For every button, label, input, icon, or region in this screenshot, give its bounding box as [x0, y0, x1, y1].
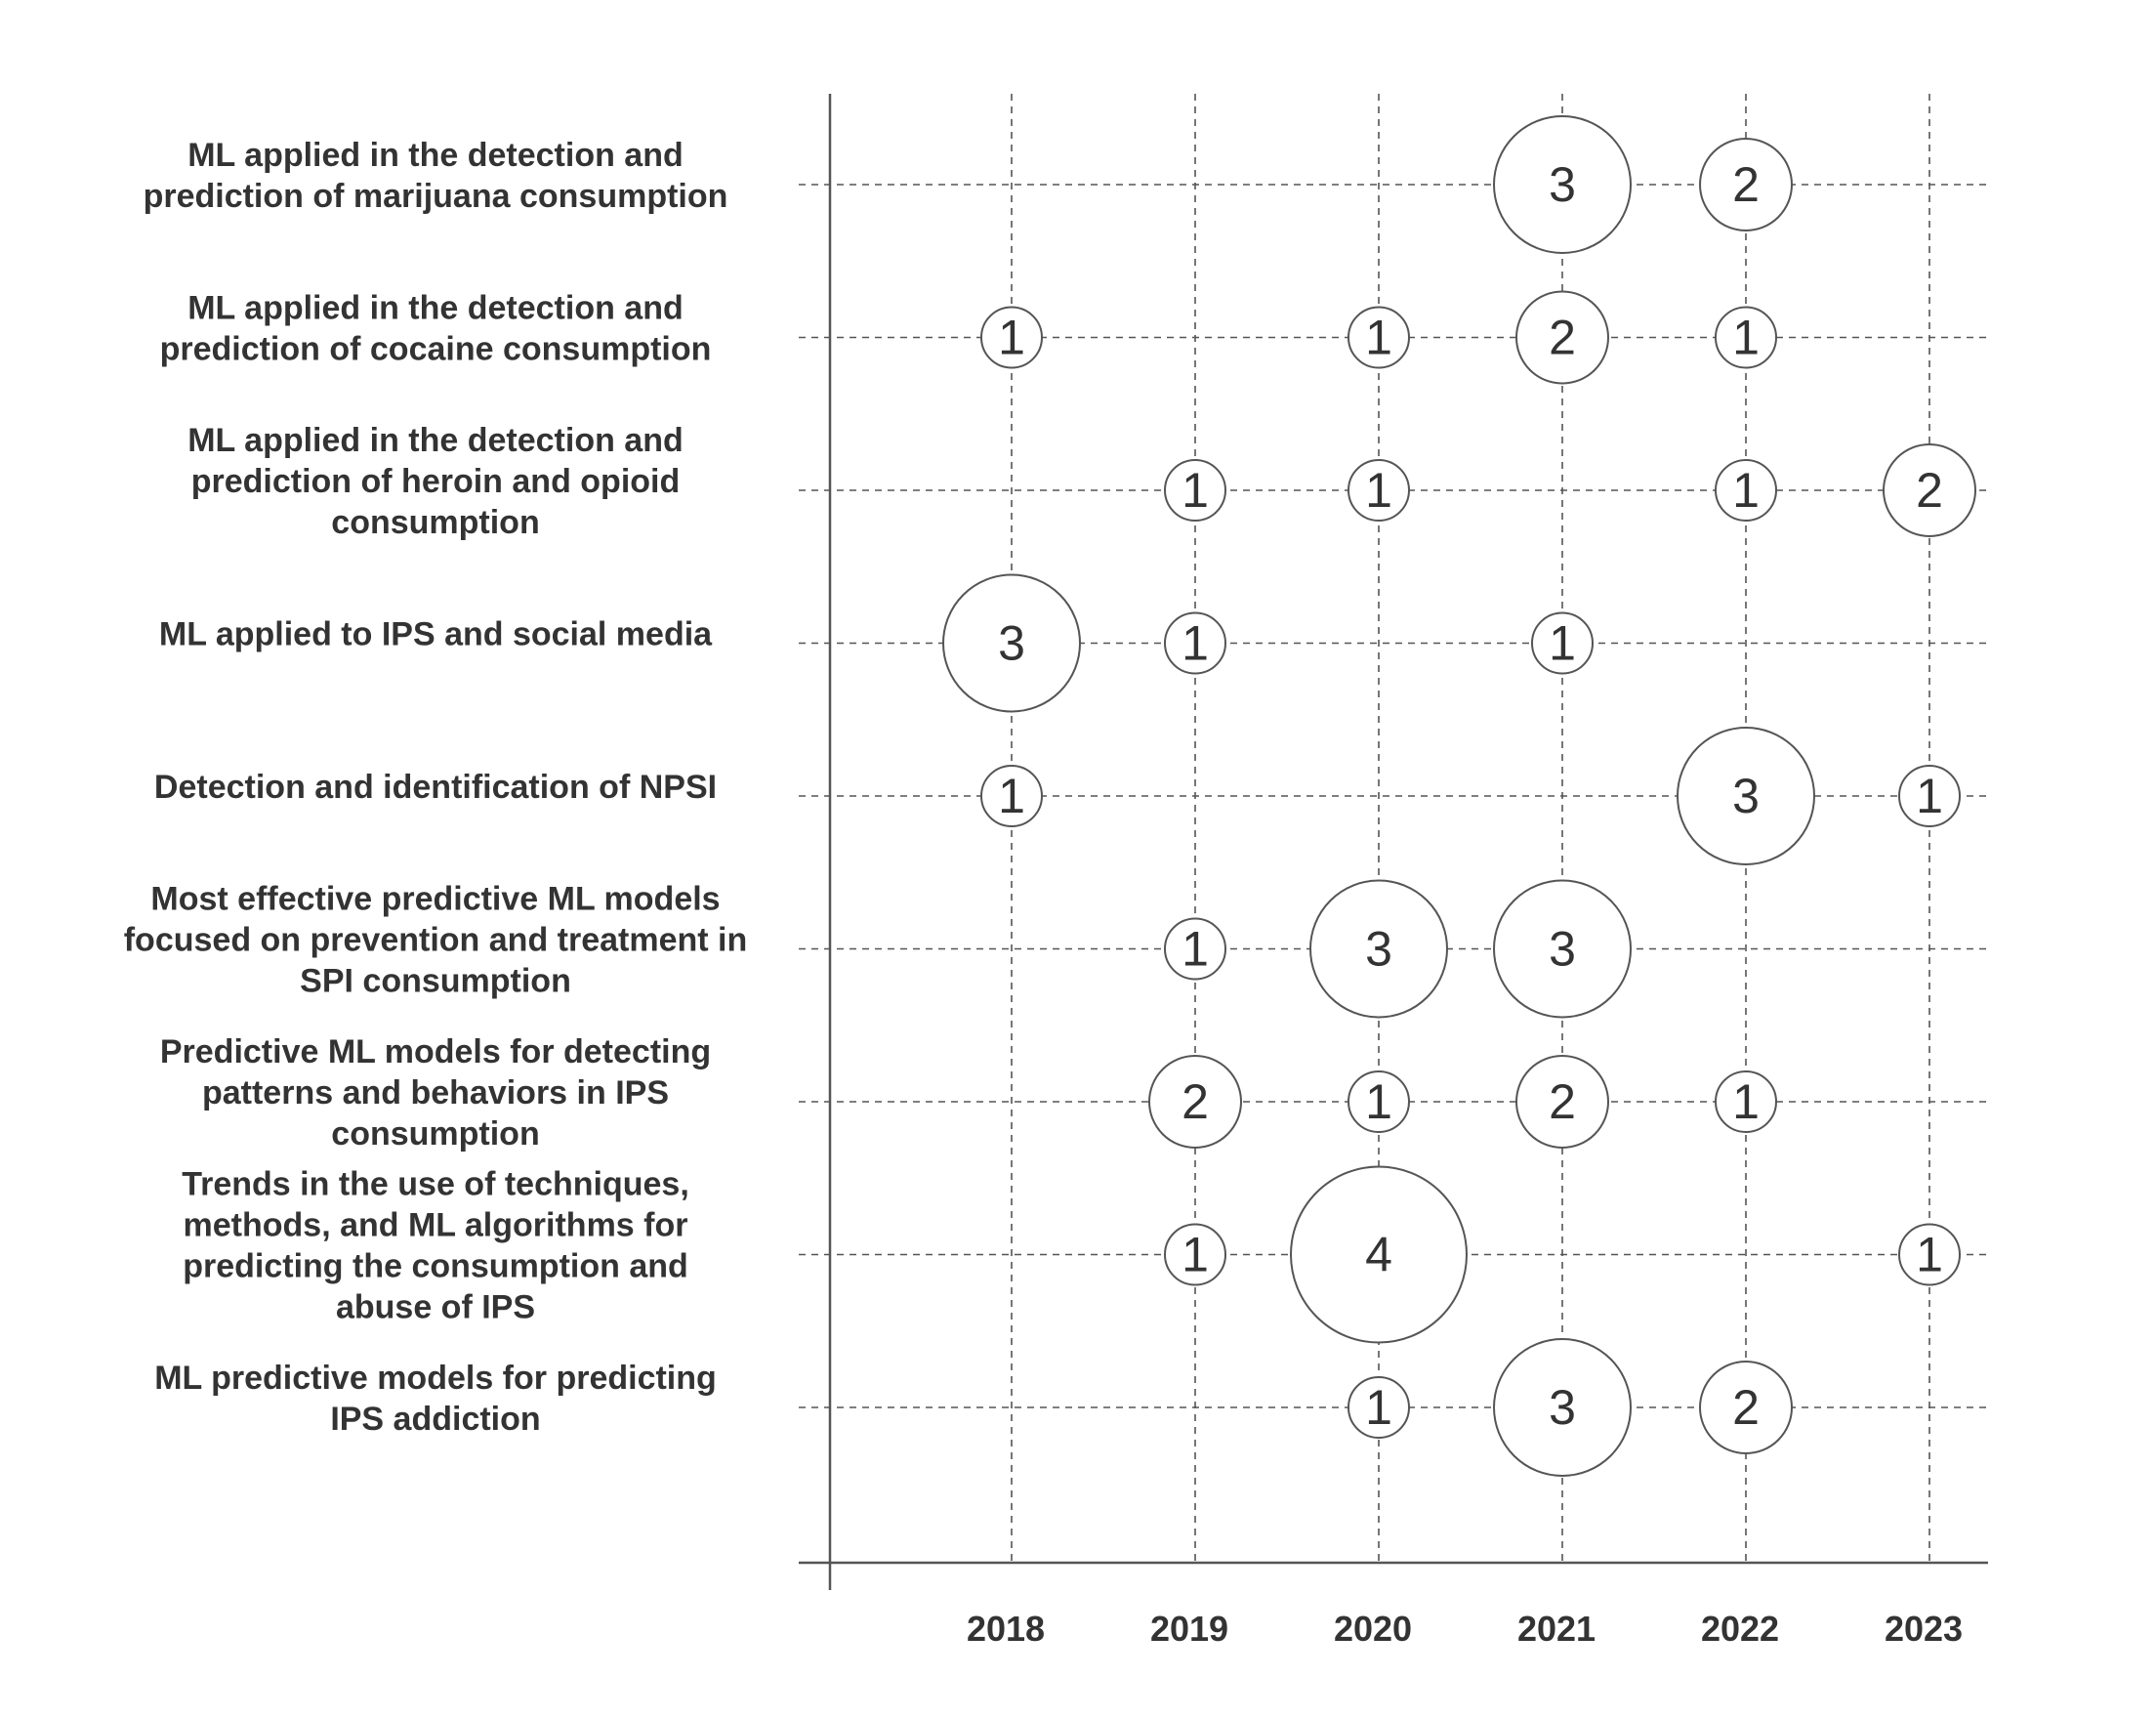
data-label: 3	[998, 615, 1025, 671]
category-label	[160, 290, 712, 368]
category-label-line: IPS addiction	[330, 1401, 541, 1438]
data-label: 3	[1549, 921, 1576, 977]
data-label: 3	[1732, 769, 1760, 823]
data-label: 2	[1732, 1380, 1760, 1435]
data-label: 1	[998, 310, 1025, 365]
category-label-line: ML applied in the detection and	[187, 289, 684, 327]
category-label-line: prediction of heroin and opioid	[190, 463, 681, 500]
x-tick-label: 2018	[966, 1609, 1046, 1649]
data-label: 1	[1549, 615, 1576, 671]
data-label: 3	[1549, 1380, 1576, 1435]
category-label	[182, 1166, 689, 1326]
category-label-line: patterns and behaviors in IPS	[201, 1074, 670, 1111]
category-label-line: consumption	[331, 504, 540, 541]
category-label-line: focused on prevention and treatment in	[123, 921, 748, 959]
data-label: 1	[1182, 615, 1209, 671]
data-label: 1	[1732, 1074, 1760, 1129]
data-label: 1	[1365, 463, 1392, 518]
category-label-line: methods, and ML algorithms for	[183, 1206, 688, 1244]
category-label-line: ML applied in the detection and	[187, 137, 684, 174]
category-label-line: consumption	[331, 1115, 540, 1153]
category-label-line: Detection and identification of NPSI	[153, 769, 718, 806]
data-label: 1	[1365, 1380, 1392, 1435]
data-label: 1	[1732, 310, 1760, 365]
x-tick-label: 2022	[1700, 1609, 1780, 1649]
data-label: 2	[1182, 1074, 1209, 1129]
category-label	[154, 1360, 717, 1438]
category-label-line: abuse of IPS	[335, 1288, 536, 1326]
category-label-line: prediction of marijuana consumption	[143, 178, 728, 215]
category-label-line: ML predictive models for predicting	[154, 1360, 717, 1397]
data-label: 1	[1916, 1227, 1943, 1282]
category-label	[159, 616, 713, 653]
category-label	[154, 769, 717, 806]
category-label-line: Most effective predictive ML models	[150, 880, 721, 918]
category-label	[144, 137, 728, 215]
category-label-line: SPI consumption	[300, 962, 571, 1000]
data-label: 1	[1732, 463, 1760, 518]
category-label-line: ML applied in the detection and	[187, 422, 684, 459]
category-label	[160, 1033, 711, 1153]
x-tick-label: 2021	[1516, 1609, 1596, 1649]
data-label: 3	[1549, 157, 1576, 212]
x-tick-label: 2023	[1884, 1609, 1964, 1649]
category-label-line: ML applied to IPS and social media	[158, 615, 713, 653]
data-label: 2	[1732, 157, 1760, 212]
x-tick-label: 2019	[1149, 1609, 1229, 1649]
data-label: 1	[998, 769, 1025, 823]
category-label-line: predicting the consumption and	[183, 1247, 688, 1285]
data-label: 3	[1365, 921, 1392, 977]
x-tick-label: 2020	[1333, 1609, 1413, 1649]
data-label: 1	[1365, 1074, 1392, 1129]
data-label: 2	[1549, 310, 1576, 365]
data-label: 1	[1182, 921, 1209, 977]
category-label	[187, 422, 684, 541]
category-label	[124, 881, 748, 1000]
category-label-line: Trends in the use of techniques,	[182, 1165, 689, 1203]
category-label-line: prediction of cocaine consumption	[159, 330, 712, 368]
data-label: 2	[1549, 1074, 1576, 1129]
data-label: 1	[1365, 310, 1392, 365]
category-label-line: Predictive ML models for detecting	[159, 1033, 712, 1070]
data-label: 1	[1182, 463, 1209, 518]
data-label: 1	[1182, 1227, 1209, 1282]
data-label: 2	[1916, 463, 1943, 518]
data-label: 1	[1916, 769, 1943, 823]
data-label: 4	[1365, 1227, 1392, 1282]
